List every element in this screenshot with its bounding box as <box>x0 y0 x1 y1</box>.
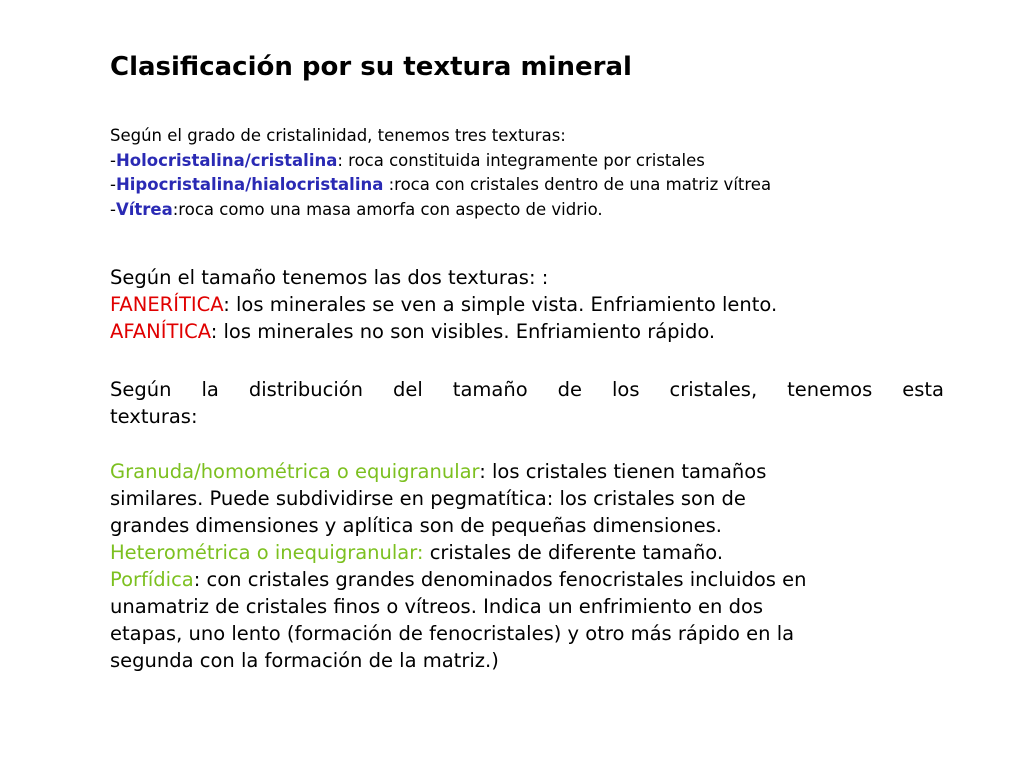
granuda-line3: grandes dimensiones y aplítica son de pequeñas dimensiones. <box>110 514 723 537</box>
slide <box>110 0 944 768</box>
term-porfidica: Porfídica <box>110 568 194 591</box>
term-holocristalina: Holocristalina/cristalina <box>115 150 338 170</box>
heterometrica-line <box>110 539 944 566</box>
list-item-afanitica <box>110 318 944 345</box>
list-item-hipocristalina <box>110 173 771 198</box>
desc-heterometrica: cristales de diferente tamaño. <box>423 541 724 564</box>
porfidica-line4: segunda con la formación de la matriz.) <box>110 649 499 672</box>
porfidica-line3: etapas, uno lento (formación de fenocristales) y otro más rápido en la <box>110 622 795 645</box>
term-vitrea: Vítrea <box>115 199 173 219</box>
porfidica-line2: unamatriz de cristales finos o vítreos. Indica un enfrimiento en dos <box>110 595 764 618</box>
desc-porfidica: : con cristales grandes denominados fenocristales incluidos en <box>193 568 807 591</box>
distribucion-section <box>110 458 944 674</box>
tamano-section <box>110 264 944 345</box>
term-hipocristalina: Hipocristalina/hialocristalina <box>115 175 384 194</box>
tamano-intro: Según el tamaño tenemos las dos texturas: : <box>110 266 549 289</box>
list-item-holocristalina <box>110 149 771 174</box>
item-prefix: - <box>110 150 116 170</box>
cristalinidad-intro: Según el grado de cristalinidad, tenemos tres texturas: <box>110 126 566 145</box>
slide-title: Clasificación por su textura mineral <box>110 52 632 82</box>
distribucion-intro <box>110 376 944 430</box>
desc-granuda: : los cristales tienen tamaños <box>479 460 767 483</box>
desc-vitrea: :roca como una masa amorfa con aspecto de vidrio. <box>172 199 603 219</box>
list-item-faneritica <box>110 291 944 318</box>
distribucion-intro-line1: Según la distribución del tamaño de los cristales, tenemos esta <box>110 378 944 401</box>
term-heterometrica: Heterométrica o inequigranular: <box>110 541 424 564</box>
desc-afanitica: : los minerales no son visibles. Enfriamiento rápido. <box>210 320 716 343</box>
list-item-vitrea <box>110 198 771 223</box>
term-afanitica: AFANÍTICA <box>110 320 211 343</box>
term-faneritica: FANERÍTICA <box>110 293 224 316</box>
cristalinidad-section <box>110 124 771 222</box>
term-granuda: Granuda/homométrica o equigranular <box>110 460 480 483</box>
distribucion-intro-line2: texturas: <box>110 405 198 428</box>
desc-hipocristalina: :roca con cristales dentro de una matriz vítrea <box>383 175 772 194</box>
granuda-line1 <box>110 458 944 485</box>
item-prefix: - <box>110 175 116 194</box>
granuda-line2: similares. Puede subdividirse en pegmatítica: los cristales son de <box>110 487 746 510</box>
desc-holocristalina: : roca constituida integramente por cristales <box>337 150 705 170</box>
porfidica-line1 <box>110 566 944 593</box>
item-prefix: - <box>110 199 116 219</box>
desc-faneritica: : los minerales se ven a simple vista. Enfriamiento lento. <box>223 293 778 316</box>
